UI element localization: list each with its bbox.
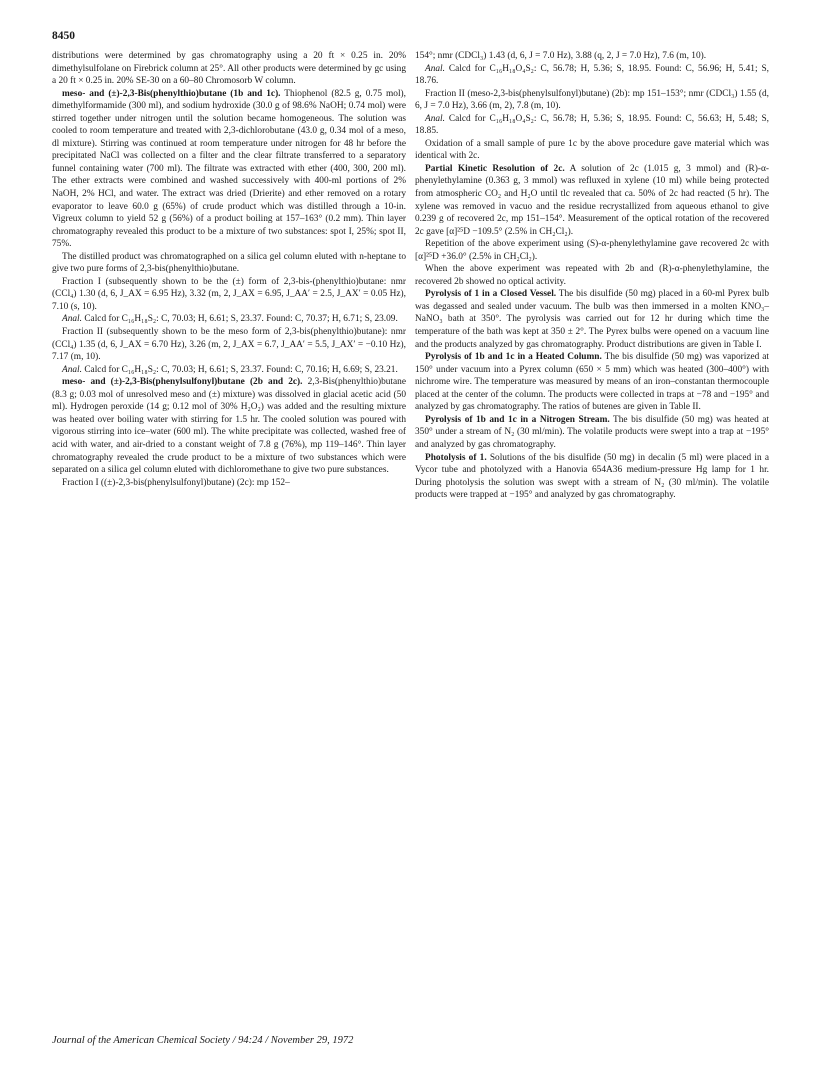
paragraph-text: Calcd for C₁₆H₁₈O₄S₂: C, 56.78; H, 5.36; S, 18.95. Found: C, 56.96; H, 5.41; S, 18.76. — [415, 63, 769, 87]
paragraph-text: Fraction I ((±)-2,3-bis(phenylsulfonyl)butane) (2c): mp 152– — [62, 477, 290, 488]
section-heading: Pyrolysis of 1b and 1c in a Heated Column. — [425, 352, 602, 363]
paragraph-text: Solutions of the bis disulfide (50 mg) in decalin (5 ml) were placed in a Vycor tube and photolyzed with a Hanovia 654A36 medium-pressure Hg lamp for 1 hr. During photolysis the solution was swept with a stream of N₂ (30 ml/min). The volatile products were trapped at −195° and analyzed by gas chromatography. — [415, 452, 769, 501]
section-paragraph — [415, 163, 769, 238]
paragraph-text: 2,3-Bis(phenylthio)butane (8.3 g; 0.03 mol of unresolved meso and (±) mixture) was dissolved in glacial acetic acid (50 ml). Hydrogen peroxide (14 g; 0.12 mol of 30% H₂O₂) was added and the resulting mixture was heated over boiling water with stirring for 1.5 hr. The cooled solution was poured with vigorous stirring into ice–water (600 ml). The white precipitate was collected, washed free of acid with water, and air-dried to a constant weight of 7.8 g (76%), mp 119–146°. Thin layer chromatography revealed the crude product to be a mixture of two substances which were separated on a silica gel column eluted with dichloromethane to give two pure substances. — [52, 377, 406, 476]
paragraph-text: Fraction II (meso-2,3-bis(phenylsulfonyl)butane) (2b): mp 151–153°; nmr (CDCl₃) 1.55 (d, 6, J = 7.0 Hz), 3.66 (m, 2), 7.8 (m, 10). — [415, 88, 769, 112]
section-paragraph — [52, 88, 406, 251]
paragraph — [415, 138, 769, 163]
paragraph-continuation — [415, 50, 769, 63]
analysis-label: Anal. — [425, 63, 445, 74]
paragraph — [415, 238, 769, 263]
paragraph-text: The distilled product was chromatographed on a silica gel column eluted with n-heptane to give two pure forms of 2,3-bis(phenylthio)butane. — [52, 251, 406, 275]
paragraph-text: Calcd for C₁₆H₁₈S₂: C, 70.03; H, 6.61; S, 23.37. Found: C, 70.37; H, 6.71; S, 23.09. — [81, 314, 398, 325]
paragraph — [52, 276, 406, 314]
paragraph — [415, 263, 769, 288]
section-heading: Photolysis of 1. — [425, 452, 487, 463]
section-paragraph — [415, 351, 769, 414]
paragraph — [52, 477, 406, 490]
analysis-label: Anal. — [62, 364, 82, 375]
section-paragraph — [415, 414, 769, 452]
paragraph-text: Oxidation of a small sample of pure 1c by the above procedure gave material which was identical with 2c. — [415, 138, 769, 162]
footer-citation: Journal of the American Chemical Society / 94:24 / November 29, 1972 — [52, 1035, 354, 1046]
page-number: 8450 — [52, 30, 75, 42]
analysis-label: Anal. — [62, 314, 82, 325]
section-paragraph — [415, 288, 769, 351]
paragraph-text: When the above experiment was repeated with 2b and (R)-α-phenylethylamine, the recovered 2b showed no optical activity. — [415, 264, 769, 287]
section-heading: Pyrolysis of 1b and 1c in a Nitrogen Stream. — [425, 414, 610, 425]
section-heading: meso- and (±)-2,3-Bis(phenylthio)butane (1b and 1c). — [62, 88, 281, 99]
section-heading: Partial Kinetic Resolution of 2c. — [425, 163, 565, 174]
paragraph-text: Calcd for C₁₆H₁₈O₄S₂: C, 56.78; H, 5.36; S, 18.95. Found: C, 56.63; H, 5.48; S, 18.85. — [415, 113, 769, 137]
section-heading: Pyrolysis of 1 in a Closed Vessel. — [425, 289, 557, 300]
analysis-label: Anal. — [425, 113, 445, 124]
paragraph-text: Repetition of the above experiment using (S)-α-phenylethylamine gave recovered 2c with [α]²⁵D +36.0° (2.5% in CH₂Cl₂). — [415, 239, 769, 262]
section-paragraph — [415, 452, 769, 502]
paragraph-text: The bis disulfide (50 mg) was vaporized at 150° under vacuum into a Pyrex column (650 × 5 mm) which was heated (300–400°) with nichrome wire. The temperature was measured by means of an iron–constantan thermocouple placed at the center of the column. The products were collected in traps at −78 and −195° and analyzed by gas chromatography. The ratios of butenes are given in Table II. — [415, 352, 769, 413]
paragraph-text: Fraction II (subsequently shown to be the meso form of 2,3-bis(phenylthio)butane): nmr (CCl₄) 1.35 (d, 6, J_AX = 6.70 Hz), 3.26 (m, 2, J_AX = 6.7, J_AA′ = 5.5, J_AX′ = −0.10 Hz), 7.17 (m, 10). — [52, 327, 406, 363]
left-column — [52, 50, 406, 489]
section-paragraph — [52, 376, 406, 476]
paragraph-text: The bis disulfide (50 mg) was heated at 350° under a stream of N₂ (30 ml/min). The volatile products were swept into a trap at −195° and analyzed by gas chromatography. — [415, 414, 770, 450]
paragraph-text: Thiophenol (82.5 g, 0.75 mol), dimethylformamide (300 ml), and sodium hydroxide (30.0 g of 98.6% NaOH; 0.74 mol) were stirred together under nitrogen until the solution became homogeneous. The solution was cooled to room temperature and treated with 2,3-dichlorobutane (43.0 g, 0.34 mol of a meso, dl mixture). Stirring was continued at room temperature under nitrogen for 48 hr before the precipitated NaCl was collected on a filter and the clear filtrate transferred to a separatory funnel containing water (700 ml). The filtrate was extracted with ether (400, 300, 200 ml). The ether extracts were combined and washed successively with 400-ml portions of 2% NaOH, 2% HCl, and water. The extract was dried (Drierite) and ether removed on a rotary evaporator to leave 60.0 g (65%) of crude product which was distilled through a 10-in. Vigreux column to yield 52 g (56%) of a product boiling at 157–163° (0.2 mm). Thin layer chromatography revealed this product to be a mixture of two substances: spot I, 25%; spot II, 75%. — [52, 88, 406, 250]
paragraph-text: 154°; nmr (CDCl₃) 1.43 (d, 6, J = 7.0 Hz), 3.88 (q, 2, J = 7.0 Hz), 7.6 (m, 10). — [415, 51, 707, 61]
paragraph-text: distributions were determined by gas chromatography using a 20 ft × 0.25 in. 20% dimethylsulfolane on Firebrick column at 25°. All other products were determined by gc using a 20 ft × 0.25 in. 20% SE-30 on a 60–80 Chromosorb W column. — [52, 51, 406, 87]
analysis-line — [52, 313, 406, 326]
paragraph — [415, 88, 769, 113]
analysis-line — [52, 364, 406, 377]
paragraph-text: Fraction I (subsequently shown to be the (±) form of 2,3-bis-(phenylthio)butane: nmr (CCl₄) 1.30 (d, 6, J_AX = 6.95 Hz), 3.32 (m, 2, J_AX = 6.95, J_AA′ = 2.5, J_AX′ = 0.05 Hz), 7.10 (s, 10). — [52, 276, 406, 312]
analysis-line — [415, 63, 769, 88]
section-heading: meso- and (±)-2,3-Bis(phenylsulfonyl)butane (2b and 2c). — [62, 377, 303, 388]
right-column — [415, 50, 769, 502]
paragraph-text: A solution of 2c (1.015 g, 3 mmol) and (R)-α-phenylethylamine (0.363 g, 3 mmol) was refluxed in xylene (10 ml) while being protected from atmospheric CO₂ and H₂O until tlc revealed that ca. 50% of 2c had reacted (5 hr). The xylene was removed in vacuo and the residue recrystallized from aqueous ethanol to give 0.239 g of recovered 2c, mp 151–154°. Measurement of the optical rotation of the recovered 2c gave [α]²⁵D −109.5° (2.5% in CH₂Cl₂). — [415, 163, 769, 237]
paragraph-continuation — [52, 50, 406, 88]
paragraph — [52, 326, 406, 364]
paragraph — [52, 251, 406, 276]
analysis-line — [415, 113, 769, 138]
paragraph-text: Calcd for C₁₆H₁₈S₂: C, 70.03; H, 6.61; S, 23.37. Found: C, 70.16; H, 6.69; S, 23.21. — [81, 364, 398, 375]
paragraph-text: The bis disulfide (50 mg) placed in a 60-ml Pyrex bulb was degassed and sealed under vacuum. The bulb was then immersed in a molten KNO₃–NaNO₃ bath at 350°. The pyrolysis was carried out for 12 hr during which time the temperature of the bath was kept at 350 ± 2°. The Pyrex bulbs were opened on a vacuum line and the products analyzed by gas chromatography. Product distributions are given in Table I. — [415, 289, 769, 350]
